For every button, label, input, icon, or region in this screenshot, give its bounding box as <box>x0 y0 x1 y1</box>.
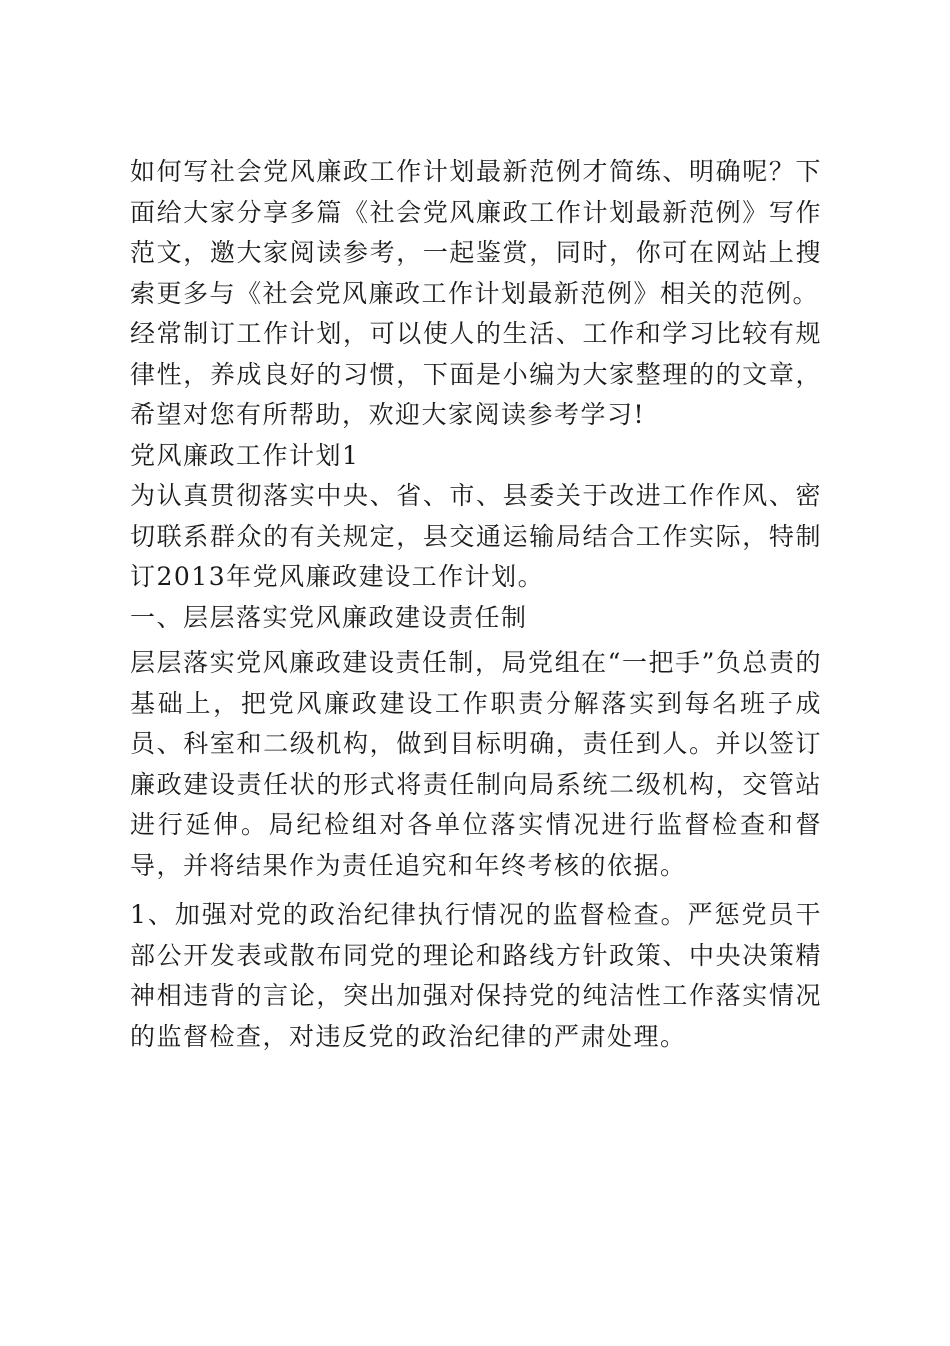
lead-paragraph: 经常制订工作计划，可以使人的生活、工作和学习比较有规律性，养成良好的习惯，下面是小编为大家整理的的文章，希望对您有所帮助，欢迎大家阅读参考学习! <box>130 319 822 429</box>
section-1-body: 层层落实党风廉政建设责任制，局党组在“一把手”负总责的基础上，把党风廉政建设工作职责分解落实到每名班子成员、科室和二级机构，做到目标明确，责任到人。并以签订廉政建设责任状的形式将责任制向局系统二级机构，交管站进行延伸。局纪检组对各单位落实情况进行监督检查和督导，并将结果作为责任追究和年终考核的依据。 <box>130 648 822 880</box>
plan-intro-paragraph: 为认真贯彻落实中央、省、市、县委关于改进工作作风、密切联系群众的有关规定，县交通运输局结合工作实际，特制订2013年党风廉政建设工作计划。 <box>130 481 822 591</box>
intro-paragraph: 如何写社会党风廉政工作计划最新范例才简练、明确呢？下面给大家分享多篇《社会党风廉政工作计划最新范例》写作范文，邀大家阅读参考，一起鉴赏，同时，你可在网站上搜索更多与《社会党风廉政工作计划最新范例》相关的范例。 <box>130 157 822 308</box>
plan-title: 党风廉政工作计划1 <box>130 440 360 470</box>
document-body <box>130 152 822 1057</box>
item-1-paragraph: 1、加强对党的政治纪律执行情况的监督检查。严惩党员干部公开发表或散布同党的理论和路线方针政策、中央决策精神相违背的言论，突出加强对保持党的纯洁性工作落实情况的监督检查，对违反党的政治纪律的严肃处理。 <box>130 900 822 1051</box>
section-1-heading: 一、层层落实党风廉政建设责任制 <box>130 602 528 632</box>
